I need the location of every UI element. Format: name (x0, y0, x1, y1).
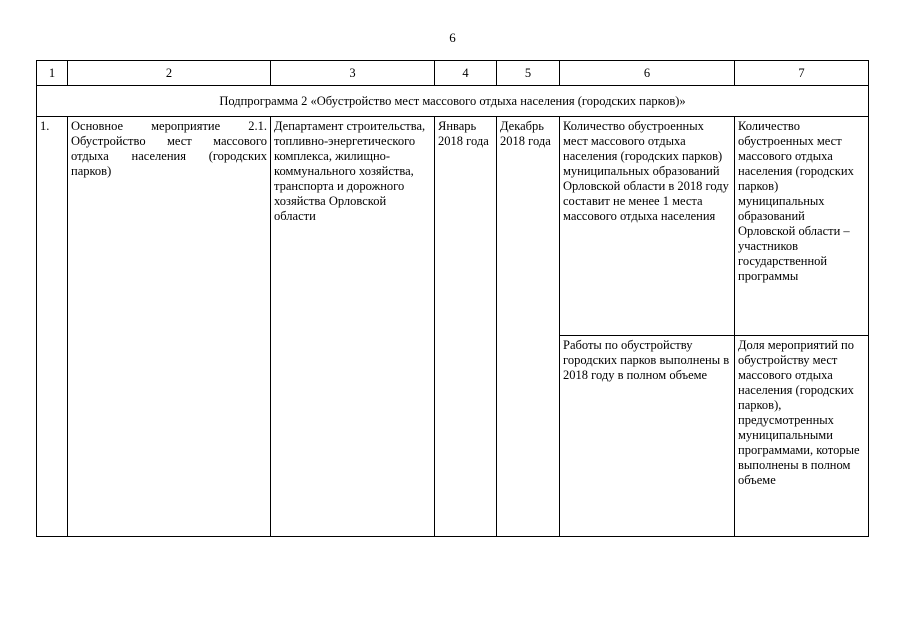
subprogram-title: Подпрограмма 2 «Обустройство мест массового отдыха населения (городских парков)» (37, 86, 869, 117)
column-header-4: 4 (435, 61, 497, 86)
column-header-5: 5 (497, 61, 560, 86)
row-number: 1. (37, 117, 68, 537)
program-table (36, 60, 869, 537)
column-header-7: 7 (735, 61, 869, 86)
expected-result-2: Работы по обустройству городских парков выполнены в 2018 году в полном объеме (560, 336, 735, 537)
column-number-row (37, 61, 869, 86)
column-header-3: 3 (271, 61, 435, 86)
expected-result-1: Количество обустроенных мест массового отдыха населения (городских парков) муниципальных образований Орловской области в 2018 году составит не менее 1 места массового отдыха населения (560, 117, 735, 336)
end-date-cell: Декабрь 2018 года (497, 117, 560, 537)
page-number: 6 (449, 30, 456, 45)
activity-cell: Основное мероприятие 2.1. Обустройство мест массового отдыха населения (городских парков) (68, 117, 271, 537)
start-date-cell: Январь 2018 года (435, 117, 497, 537)
column-header-6: 6 (560, 61, 735, 86)
indicator-1: Количество обустроенных мест массового отдыха населения (городских парков) муниципальных образований Орловской области – участников государственной программы (735, 117, 869, 336)
executor-cell: Департамент строительства, топливно-энергетического комплекса, жилищно-коммунального хозяйства, транспорта и дорожного хозяйства Орловской области (271, 117, 435, 537)
indicator-2: Доля мероприятий по обустройству мест массового отдыха населения (городских парков), предусмотренных муниципальными программами, которые выполнены в полном объеме (735, 336, 869, 537)
column-header-1: 1 (37, 61, 68, 86)
column-header-2: 2 (68, 61, 271, 86)
table-row (37, 117, 869, 336)
subprogram-row (37, 86, 869, 117)
